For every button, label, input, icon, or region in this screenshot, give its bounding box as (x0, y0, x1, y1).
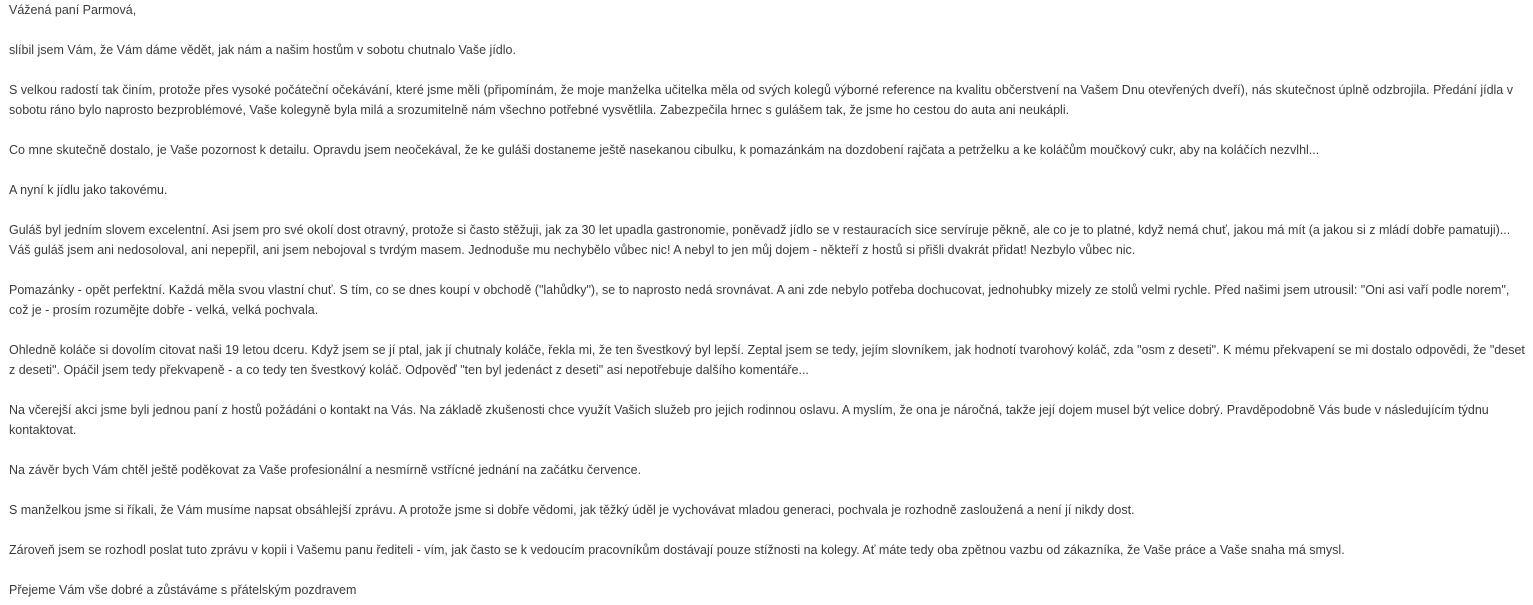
email-paragraph-7: Ohledně koláče si dovolím citovat naši 19 letou dceru. Když jsem se jí ptal, jak jí chutnaly koláče, řekla mi, že ten švestkový byl lepší. Zeptal jsem se tedy, jejím slovníkem, jak hodnotí tvarohový koláč, zda "osm z deseti". K mému překvapení se mi dostalo odpovědi, že "deset z deseti". Opáčil jsem tedy překvapeně - a co tedy ten švestkový koláč. Odpověď "ten byl jedenáct z deseti" asi nepotřebuje dalšího komentáře... (9, 343, 1525, 377)
email-paragraph-10: S manželkou jsme si říkali, že Vám musíme napsat obsáhlejší zprávu. A protože jsme si dobře vědomi, jak těžký úděl je vychovávat mladou generaci, pochvala je rozhodně zasloužená a není jí nikdy dost. (9, 503, 1135, 517)
email-body (9, 0, 1527, 600)
email-paragraph-2: S velkou radostí tak činím, protože přes vysoké počáteční očekávání, které jsme měli (připomínám, že moje manželka učitelka měla od svých kolegů výborné reference na kvalitu občerstvení na Vašem Dnu otevřených dveří), nás skutečnost úplně odzbrojila. Předání jídla v sobotu ráno bylo naprosto bezproblémové, Vaše kolegyně byla milá a srozumitelně nám všechno potřebné vysvětlila. Zabezpečila hrnec s gulášem tak, že jsme ho cestou do auta ani neukápli. (9, 83, 1513, 117)
email-paragraph-3: Co mne skutečně dostalo, je Vaše pozornost k detailu. Opravdu jsem neočekával, že ke guláši dostaneme ještě nasekanou cibulku, k pomazánkám na dozdobení rajčata a petrželku a ke koláčům moučkový cukr, aby na koláčích nezvlhl... (9, 143, 1320, 157)
email-paragraph-8: Na včerejší akci jsme byli jednou paní z hostů požádáni o kontakt na Vás. Na základě zkušenosti chce využít Vašich služeb pro jejich rodinnou oslavu. A myslím, že ona je náročná, takže její dojem musel být velice dobrý. Pravděpodobně Vás bude v následujícím týdnu kontaktovat. (9, 403, 1489, 437)
email-paragraph-1: slíbil jsem Vám, že Vám dáme vědět, jak nám a našim hostům v sobotu chutnalo Vaše jídlo. (9, 43, 516, 57)
email-paragraph-6: Pomazánky - opět perfektní. Každá měla svou vlastní chuť. S tím, co se dnes koupí v obchodě ("lahůdky"), se to naprosto nedá srovnávat. A ani zde nebylo potřeba dochucovat, jednohubky mizely ze stolů velmi rychle. Před našimi jsem utrousil: "Oni asi vaří podle norem", což je - prosím rozumějte dobře - velká, velká pochvala. (9, 283, 1510, 317)
email-paragraph-9: Na závěr bych Vám chtěl ještě poděkovat za Vaše profesionální a nesmírně vstřícné jednání na začátku července. (9, 463, 642, 477)
email-greeting: Vážená paní Parmová, (9, 3, 137, 17)
email-closing: Přejeme Vám vše dobré a zůstáváme s přátelským pozdravem (9, 583, 357, 597)
email-paragraph-11: Zároveň jsem se rozhodl poslat tuto zprávu v kopii i Vašemu panu řediteli - vím, jak často se k vedoucím pracovníkům dostávají pouze stížnosti na kolegy. Ať máte tedy oba zpětnou vazbu od zákazníka, že Vaše práce a Vaše snaha má smysl. (9, 543, 1345, 557)
email-paragraph-4: A nyní k jídlu jako takovému. (9, 183, 168, 197)
email-paragraph-5: Guláš byl jedním slovem excelentní. Asi jsem pro své okolí dost otravný, protože si často stěžuji, jak za 30 let upadla gastronomie, poněvadž jídlo se v restauracích sice servíruje pěkně, ale co je to platné, když nemá chuť, jakou má mít (a jakou si z mládí dobře pamatuji)... Váš guláš jsem ani nedosoloval, ani nepepřil, ani jsem nebojoval s tvrdým masem. Jednoduše mu nechybělo vůbec nic! A nebyl to jen můj dojem - někteří z hostů si přišli dvakrát přidat! Nezbylo vůbec nic. (9, 223, 1511, 257)
